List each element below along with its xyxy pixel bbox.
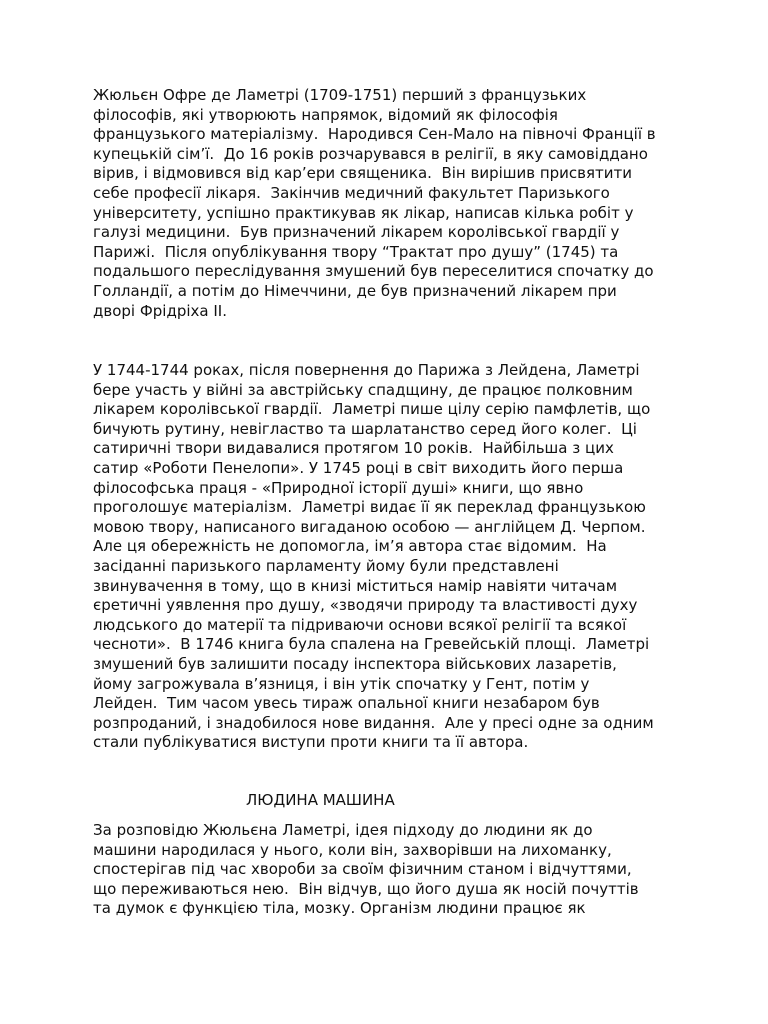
paragraph-biography: Жюльєн Офре де Ламетрі (1709-1751) перший з французьких філософів, які утворюють напрямок, відомий як філософія французького матеріалізму. Народився Сен-Мало на півночі Франції в купецькій сім’ї. До 16 років розчарувався в релігії, в яку самовіддано вірив, і відмовився від кар’ери священика. Він вирішив присвятити себе професії лікаря. Закінчив медичний факультет Паризького університету, успішно практикував як лікар, написав кілька робіт у галузі медицини. Був призначений лікарем королівської гвардії у Парижі. Після опублікування твору “Трактат про душу” (1745) та подальшого переслідування змушений був переселитися спочатку до Голландії, а потім до Німеччини, де був призначений лікарем при дворі Фрідріха ІІ. xyxy=(93,86,656,320)
section-heading: ЛЮДИНА МАШИНА xyxy=(246,791,395,809)
paragraph-man-machine: За розповідю Жюльєна Ламетрі, ідея підходу до людини як до машини народилася у нього, коли він, захворівши на лихоманку, спостерігав під час хвороби за своїм фізичним станом і відчуттями, що переживаються нею. Він відчув, що його душа як носій почуттів та думок є функцією тіла, мозку. Організм людини працює як xyxy=(93,821,639,918)
paragraph-career: У 1744-1744 роках, після повернення до Парижа з Лейдена, Ламетрі бере участь у війні за австрійську спадщину, де працює полковним лікарем королівської гвардії. Ламетрі пише цілу серію памфлетів, що бичують рутину, невігластво та шарлатанство серед його колег. Ці сатиричні твори видавалися протягом 10 років. Найбільша з цих сатир «Роботи Пенелопи». У 1745 році в світ виходить його перша філософська праця - «Природної історії душі» книги, що явно проголошує матеріалізм. Ламетрі видає її як переклад французькою мовою твору, написаного вигаданою особою — англійцем Д. Черпом. Але ця обережність не допомогла, ім’я автора стає відомим. На засіданні паризького парламенту йому були представлені звинувачення в тому, що в книзі міститься намір навіяти читачам єретичні уявлення про душу, «зводячи природу та властивості духу людського до матерії та підриваючи основи всякої релігії та всякої чесноти». В 1746 книга була спалена на Гревейській площі. Ламетрі змушений був залишити посаду інспектора військових лазаретів, йому загрожувала в’язниця, і він утік спочатку у Гент, потім у Лейден. Тим часом увесь тираж опальної книги незабаром був розпроданий, і знадобилося нове видання. Але у пресі одне за одним стали публікуватися виступи проти книги та її автора. xyxy=(93,361,654,752)
